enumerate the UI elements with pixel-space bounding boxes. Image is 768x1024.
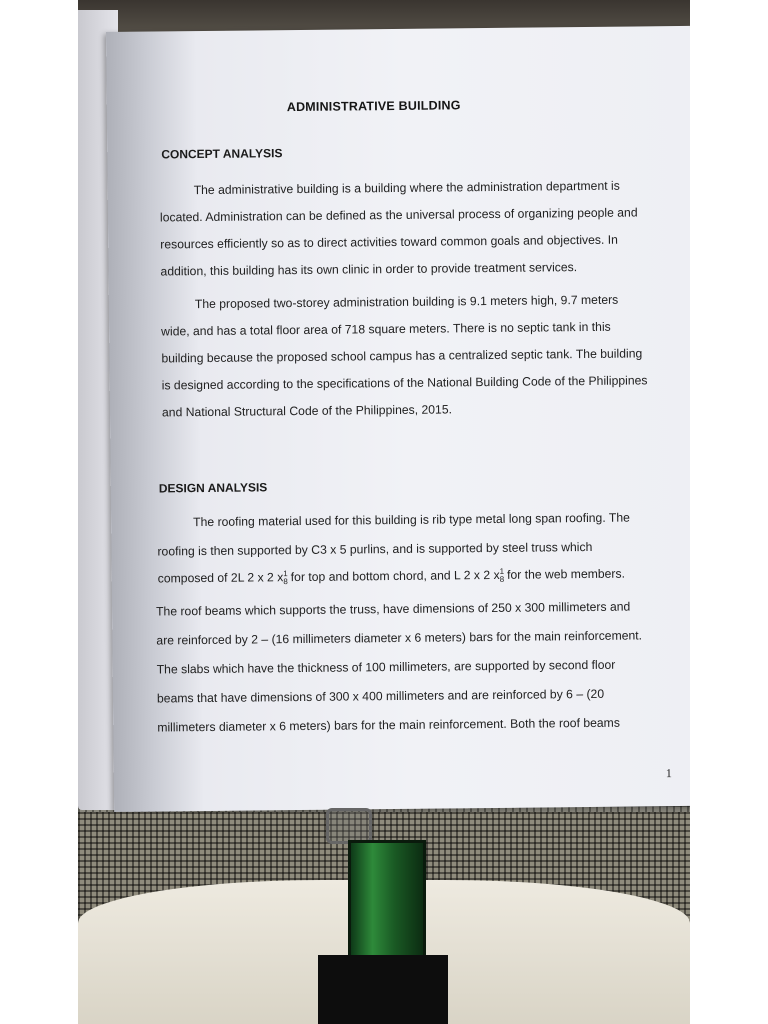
line-segment: for the web members.: [507, 566, 626, 582]
fraction-one-eighth: [283, 570, 288, 586]
fraction-numerator: 1: [283, 569, 288, 579]
paragraph-line: The roofing material used for this building is rib type metal long span roofing. The: [193, 510, 630, 530]
document-title: ADMINISTRATIVE BUILDING: [286, 98, 461, 115]
paragraph-line: The proposed two-storey administration building is 9.1 meters high, 9.7 meters: [194, 292, 619, 312]
section-heading-design: DESIGN ANALYSIS: [158, 480, 268, 496]
photo-background: [78, 0, 690, 1024]
badge-holder: [318, 955, 448, 1024]
line-segment: composed of 2L 2 x 2 x: [157, 570, 284, 586]
fraction-numerator: 1: [499, 566, 505, 576]
paragraph-line: beams that have dimensions of 300 x 400 millimeters and are reinforced by 6 – (20: [156, 686, 605, 706]
document-page: [106, 26, 690, 812]
fraction-one-eighth: [500, 568, 505, 584]
paragraph-line: The roof beams which supports the truss, have dimensions of 250 x 300 millimeters and: [155, 599, 631, 619]
section-heading-concept: CONCEPT ANALYSIS: [161, 146, 283, 162]
paragraph-line: roofing is then supported by C3 x 5 purlins, and is supported by steel truss which: [157, 539, 593, 559]
paragraph-line: resources efficiently so as to direct activities toward common goals and objectives. In: [160, 232, 618, 252]
paragraph-line: millimeters diameter x 6 meters) bars for the main reinforcement. Both the roof beams: [157, 715, 620, 735]
page-number: 1: [665, 766, 672, 781]
paragraph-line: and National Structural Code of the Philippines, 2015.: [161, 402, 453, 420]
paragraph-line: is designed according to the specifications of the National Building Code of the Philippines: [161, 373, 648, 393]
line-segment: for top and bottom chord, and L 2 x 2 x: [290, 567, 500, 585]
paragraph-line: addition, this building has its own clinic in order to provide treatment services.: [160, 260, 578, 279]
paragraph-line: wide, and has a total floor area of 718 square meters. There is no septic tank in this: [161, 319, 611, 339]
paragraph-line: are reinforced by 2 – (16 millimeters diameter x 6 meters) bars for the main reinforcement.: [156, 628, 643, 648]
paragraph-line: The administrative building is a building where the administration department is: [193, 178, 620, 198]
paragraph-line: The slabs which have the thickness of 100 millimeters, are supported by second floor: [156, 657, 616, 677]
paragraph-line-with-fractions: [158, 566, 662, 587]
lanyard-clip: [326, 808, 372, 844]
fraction-denominator: 8: [499, 574, 505, 584]
paragraph-line: building because the proposed school campus has a centralized septic tank. The building: [161, 346, 643, 366]
fraction-denominator: 8: [283, 577, 288, 587]
paragraph-line: located. Administration can be defined as the universal process of organizing people and: [159, 205, 638, 225]
